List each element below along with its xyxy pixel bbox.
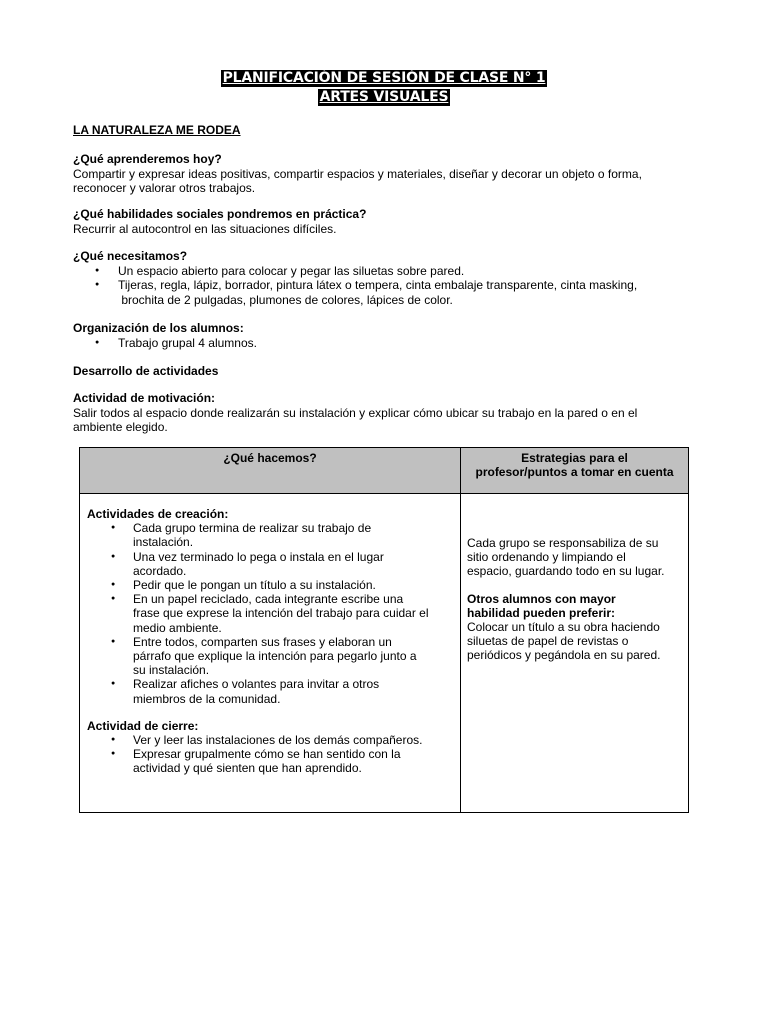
list-item — [87, 550, 447, 578]
list-item — [87, 521, 447, 549]
text-line: periódicos y pegándola en su pared. — [467, 648, 661, 663]
list-item — [87, 635, 447, 678]
text-line: siluetas de papel de revistas o — [467, 634, 629, 649]
strategy-heading — [467, 592, 682, 620]
list-item-line: ● Una vez terminado lo pega o instala en el lugar — [133, 549, 384, 564]
section-needs — [73, 249, 703, 307]
text-line: Cada grupo se responsabiliza de su — [467, 536, 659, 550]
list-item-line: miembros de la comunidad. — [133, 691, 281, 706]
strategy-text — [467, 536, 682, 579]
list-item-line: ● Pedir que le pongan un título a su instalación. — [133, 578, 376, 593]
list-item-line: ● Entre todos, comparten sus frases y elaboran un — [133, 634, 392, 649]
text-line: sitio ordenando y limpiando el — [467, 550, 626, 565]
creation-list — [87, 521, 447, 706]
list-item — [87, 733, 447, 747]
table-header-what: ¿Qué hacemos? — [223, 451, 317, 465]
section-development-heading: Desarrollo de actividades — [73, 364, 219, 378]
list-item-line: su instalación. — [133, 663, 210, 678]
list-item-line: ● Cada grupo termina de realizar su trabajo de — [133, 521, 372, 536]
list-item: ● Un espacio abierto para colocar y pegar las siluetas sobre pared. — [73, 264, 703, 279]
section-learn-line-1: Compartir y expresar ideas positivas, compartir espacios y materiales, diseñar y decorar un objeto o forma, — [73, 166, 642, 181]
list-item — [87, 578, 447, 592]
text-line: habilidad pueden preferir: — [467, 605, 616, 620]
list-item — [87, 592, 447, 635]
section-skills-text: Recurrir al autocontrol en las situaciones difíciles. — [73, 221, 337, 236]
activities-table — [79, 447, 689, 813]
table-cell-activities — [87, 507, 447, 776]
list-item-line: acordado. — [133, 563, 187, 578]
title-line-1: PLANIFICACIÓN DE SESIÓN DE CLASE N° 1 — [222, 70, 546, 86]
list-item-line: párrafo que explique la intención para pegarlo junto a — [133, 649, 417, 664]
list-item-text: Tijeras, regla, lápiz, borrador, pintura látex o tempera, cinta embalaje transparente, cinta masking, — [118, 278, 638, 292]
list-item-line: frase que exprese la intención del trabajo para cuidar el — [133, 606, 429, 621]
list-item: ● Trabajo grupal 4 alumnos. — [73, 336, 703, 351]
section-motivation-heading: Actividad de motivación: — [73, 391, 216, 405]
table-header — [80, 448, 688, 494]
text-line: Otros alumnos con mayor — [467, 591, 616, 606]
section-motivation — [73, 391, 703, 435]
strategy-text-2 — [467, 620, 682, 663]
list-item-line: ● Expresar grupalmente cómo se han sentido con la — [133, 747, 401, 762]
closing-heading: Actividad de cierre: — [87, 718, 199, 733]
section-learn — [73, 152, 703, 196]
section-learn-line-2: reconocer y valorar otros trabajos. — [73, 181, 256, 195]
session-subtitle: LA NATURALEZA ME RODEA — [73, 123, 241, 137]
list-item-line: instalación. — [133, 535, 194, 550]
list-item-line: ● Ver y leer las instalaciones de los demás compañeros. — [133, 733, 423, 748]
list-item-line: ● En un papel reciclado, cada integrante escribe una — [133, 592, 404, 607]
table-cell-strategies — [467, 536, 682, 663]
table-header-strategies — [461, 448, 688, 493]
title-line-2: ARTES VISUALES — [319, 89, 449, 105]
list-item-line: medio ambiente. — [133, 620, 222, 635]
list-item-line: actividad y qué sienten que han aprendido. — [133, 761, 362, 776]
list-item-continuation: brochita de 2 pulgadas, plumones de colores, lápices de color. — [118, 292, 453, 307]
table-header-strategies-line-1: Estrategias para el — [521, 451, 628, 465]
section-motivation-line-1: Salir todos al espacio donde realizarán su instalación y explicar cómo ubicar su trabajo en la pared o en el — [73, 405, 638, 420]
list-item — [87, 677, 447, 705]
section-organization — [73, 321, 703, 350]
table-divider — [460, 448, 461, 812]
list-item — [87, 747, 447, 775]
closing-list — [87, 733, 447, 776]
section-motivation-line-2: ambiente elegido. — [73, 420, 168, 434]
section-needs-heading: ¿Qué necesitamos? — [73, 249, 188, 263]
creation-heading: Actividades de creación: — [87, 507, 229, 521]
table-header-strategies-line-2: profesor/puntos a tomar en cuenta — [475, 465, 674, 479]
section-skills-heading: ¿Qué habilidades sociales pondremos en práctica? — [73, 207, 367, 221]
list-item — [73, 278, 703, 307]
document-title — [0, 69, 768, 107]
section-organization-heading: Organización de los alumnos: — [73, 321, 244, 335]
section-skills — [73, 207, 703, 236]
list-item-line: ● Realizar afiches o volantes para invitar a otros — [133, 677, 380, 692]
section-learn-heading: ¿Qué aprenderemos hoy? — [73, 152, 222, 166]
text-line: Colocar un título a su obra haciendo — [467, 620, 660, 635]
text-line: espacio, guardando todo en su lugar. — [467, 564, 665, 579]
